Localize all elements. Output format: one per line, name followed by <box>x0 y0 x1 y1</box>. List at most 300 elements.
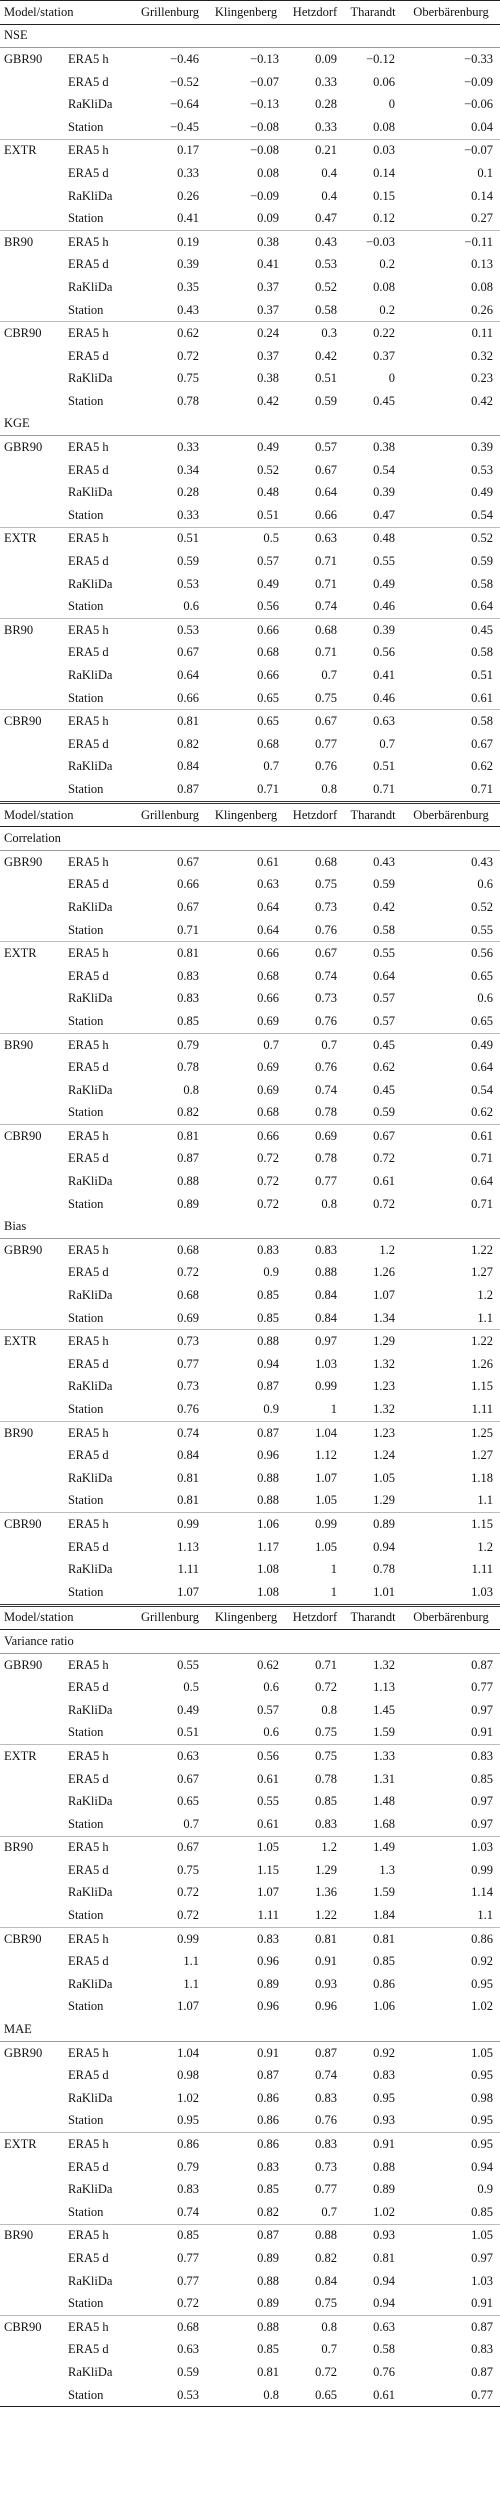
model-label: Station <box>68 922 104 937</box>
value-cell: 0.38 <box>257 371 280 386</box>
value-cell: 0.59 <box>315 393 338 408</box>
value-cell: 1.1 <box>183 1976 200 1991</box>
model-label: RaKliDa <box>68 1702 113 1717</box>
column-header-station: Hetzdorf <box>286 1605 344 1630</box>
value-cell: 0.52 <box>471 899 494 914</box>
value-cell: 1.27 <box>471 1448 494 1463</box>
column-header-station: Grillenburg <box>134 1605 206 1630</box>
model-label: Station <box>68 1816 104 1831</box>
value-cell: 0.58 <box>373 2342 396 2357</box>
value-cell: 0.1 <box>477 165 494 180</box>
group-label: GBR90 <box>4 2045 43 2060</box>
value-cell: −0.08 <box>250 119 280 134</box>
value-cell: 0.59 <box>177 2364 200 2379</box>
value-cell: 1.12 <box>315 1448 338 1463</box>
model-label: ERA5 h <box>68 51 109 66</box>
value-cell: −0.46 <box>170 51 200 66</box>
value-cell: 0.74 <box>134 1421 206 1444</box>
value-cell: 0.59 <box>373 1105 396 1120</box>
value-cell: 0.75 <box>315 690 338 705</box>
table-row <box>0 778 500 802</box>
model-label: RaKliDa <box>68 188 113 203</box>
table-row <box>0 1444 500 1467</box>
value-cell: 0.8 <box>286 2315 344 2338</box>
value-cell: 1.49 <box>344 1836 402 1859</box>
model-label: ERA5 d <box>68 74 109 89</box>
value-cell: −0.06 <box>464 97 494 112</box>
value-cell: 0.76 <box>315 922 338 937</box>
value-cell: 0.83 <box>177 968 200 983</box>
table-row <box>0 2201 500 2224</box>
value-cell: 0.67 <box>344 1125 402 1148</box>
group-label-empty <box>0 1813 64 1836</box>
table-row <box>0 710 500 733</box>
model-label: ERA5 h <box>64 322 134 345</box>
value-cell: 0.64 <box>257 899 280 914</box>
value-cell: 0.86 <box>402 1927 500 1950</box>
value-cell: 0.7 <box>379 736 396 751</box>
group-label-empty <box>0 1536 64 1559</box>
value-cell: 0.86 <box>257 2113 280 2128</box>
value-cell: 0.62 <box>471 1105 494 1120</box>
value-cell: 1.13 <box>373 1680 396 1695</box>
table-row <box>0 1882 500 1905</box>
value-cell: 1.2 <box>477 1288 494 1303</box>
table-row <box>0 595 500 618</box>
value-cell: 1.08 <box>257 1584 280 1599</box>
value-cell: 0.84 <box>315 1310 338 1325</box>
value-cell: 0.87 <box>206 2224 286 2247</box>
table-row <box>0 2361 500 2384</box>
value-cell: 0.95 <box>373 2090 396 2105</box>
group-label-empty <box>0 1010 64 1033</box>
model-label: ERA5 d <box>68 968 109 983</box>
value-cell: 0.64 <box>315 485 338 500</box>
value-cell: 0.63 <box>344 710 402 733</box>
group-label-empty <box>0 2384 64 2407</box>
model-label: Station <box>68 2204 104 2219</box>
table-row <box>0 116 500 139</box>
table-row <box>0 1353 500 1376</box>
value-cell: 0.87 <box>315 2045 338 2060</box>
value-cell: 0.77 <box>471 1680 494 1695</box>
model-label: RaKliDa <box>68 1174 113 1189</box>
value-cell: 0.55 <box>257 1794 280 1809</box>
value-cell: 0.58 <box>373 922 396 937</box>
value-cell: 0.22 <box>344 322 402 345</box>
value-cell: 0.71 <box>315 554 338 569</box>
value-cell: 1.22 <box>402 1330 500 1353</box>
value-cell: 0.86 <box>134 2133 206 2156</box>
value-cell: 0.49 <box>373 576 396 591</box>
value-cell: 0.85 <box>373 1954 396 1969</box>
value-cell: 0.97 <box>471 1702 494 1717</box>
group-label-empty <box>0 1056 64 1079</box>
value-cell: 1.02 <box>373 2204 396 2219</box>
value-cell: 0.94 <box>373 2296 396 2311</box>
value-cell: 0.83 <box>177 991 200 1006</box>
value-cell: 0.64 <box>471 1174 494 1189</box>
value-cell: 0.73 <box>315 991 338 1006</box>
value-cell: 0.39 <box>471 440 494 455</box>
model-label: ERA5 d <box>68 2068 109 2083</box>
value-cell: 0.5 <box>206 527 286 550</box>
value-cell: 1.05 <box>315 1539 338 1554</box>
group-label: EXTR <box>0 527 64 550</box>
value-cell: −0.13 <box>250 51 280 66</box>
table-row <box>0 1056 500 1079</box>
value-cell: 0.83 <box>402 1745 500 1768</box>
group-label-empty <box>0 874 64 897</box>
value-cell: 1.24 <box>373 1448 396 1463</box>
group-label-empty <box>0 254 64 277</box>
group-label: BR90 <box>0 1421 64 1444</box>
model-label: Station <box>68 2113 104 2128</box>
value-cell: 0.91 <box>257 2045 280 2060</box>
value-cell: 0.79 <box>177 2159 200 2174</box>
value-cell: 0.89 <box>344 1513 402 1536</box>
model-label: ERA5 d <box>68 2342 109 2357</box>
model-label: ERA5 d <box>68 1356 109 1371</box>
value-cell: 0.77 <box>402 2384 500 2407</box>
column-header-model-station: Model/station <box>0 802 134 827</box>
group-label: BR90 <box>0 1836 64 1859</box>
value-cell: 0.47 <box>373 507 396 522</box>
value-cell: 0.77 <box>177 2250 200 2265</box>
group-label-empty <box>0 733 64 756</box>
value-cell: 0.67 <box>286 942 344 965</box>
value-cell: 1.06 <box>206 1513 286 1536</box>
value-cell: 0.8 <box>321 1702 338 1717</box>
value-cell: 1.11 <box>177 1562 200 1577</box>
value-cell: 1.26 <box>373 1265 396 1280</box>
value-cell: 0.41 <box>177 211 200 226</box>
value-cell: 0.85 <box>257 1310 280 1325</box>
table-row <box>0 322 500 345</box>
value-cell: 0.81 <box>257 2364 280 2379</box>
table-row <box>0 850 500 873</box>
value-cell: 0.61 <box>471 690 494 705</box>
table-row <box>0 230 500 253</box>
model-label: RaKliDa <box>68 1082 113 1097</box>
model-label: Station <box>68 690 104 705</box>
value-cell: 0.27 <box>471 211 494 226</box>
value-cell: 0.64 <box>373 968 396 983</box>
table-row <box>0 2110 500 2133</box>
column-header-station: Tharandt <box>344 802 402 827</box>
value-cell: 1.22 <box>315 1908 338 1923</box>
value-cell: 0.42 <box>471 393 494 408</box>
value-cell: 0.94 <box>373 1539 396 1554</box>
group-label-empty <box>0 390 64 413</box>
value-cell: 0.99 <box>286 1513 344 1536</box>
model-label: ERA5 h <box>64 1836 134 1859</box>
group-label-empty <box>0 504 64 527</box>
value-cell: 0.71 <box>315 576 338 591</box>
model-label: Station <box>68 507 104 522</box>
value-cell: 0.2 <box>379 302 396 317</box>
value-cell: 1.2 <box>477 1539 494 1554</box>
table-row <box>0 345 500 368</box>
value-cell: 0.84 <box>177 1448 200 1463</box>
value-cell: 0.79 <box>134 1033 206 1056</box>
value-cell: 0.81 <box>134 710 206 733</box>
value-cell: 0.96 <box>257 1999 280 2014</box>
model-label: Station <box>68 302 104 317</box>
group-label: GBR90 <box>4 440 43 455</box>
value-cell: 0.89 <box>257 2250 280 2265</box>
value-cell: 0.37 <box>257 279 280 294</box>
value-cell: 0.73 <box>315 2159 338 2174</box>
value-cell: 0.73 <box>315 899 338 914</box>
value-cell: 0.82 <box>257 2204 280 2219</box>
value-cell: 0.87 <box>177 1151 200 1166</box>
value-cell: 1.2 <box>286 1836 344 1859</box>
value-cell: 0.87 <box>177 781 200 796</box>
table-row <box>0 1950 500 1973</box>
value-cell: 0.72 <box>177 1908 200 1923</box>
value-cell: 0.13 <box>471 257 494 272</box>
table-row <box>0 185 500 208</box>
table-row <box>0 756 500 779</box>
value-cell: −0.08 <box>206 139 286 162</box>
column-header-station: Oberbärenburg <box>402 802 500 827</box>
table-row <box>0 1722 500 1745</box>
table-row <box>0 2247 500 2270</box>
column-header-station: Grillenburg <box>134 802 206 827</box>
value-cell: 0.15 <box>373 188 396 203</box>
value-cell: 0.55 <box>373 554 396 569</box>
model-label: ERA5 h <box>64 619 134 642</box>
value-cell: 0.64 <box>257 922 280 937</box>
value-cell: 0.69 <box>257 1082 280 1097</box>
value-cell: 0.83 <box>315 2090 338 2105</box>
value-cell: 0.66 <box>315 507 338 522</box>
value-cell: 0.42 <box>315 348 338 363</box>
value-cell: 0.51 <box>177 1725 200 1740</box>
value-cell: 1.23 <box>373 1379 396 1394</box>
value-cell: 0.65 <box>471 1013 494 1028</box>
section-title: Correlation <box>0 827 500 851</box>
table-row <box>0 2064 500 2087</box>
group-label: EXTR <box>0 2133 64 2156</box>
model-label: ERA5 h <box>64 1745 134 1768</box>
value-cell: 0.97 <box>471 1816 494 1831</box>
value-cell: 0.26 <box>177 188 200 203</box>
table-row <box>0 1033 500 1056</box>
value-cell: 0.57 <box>373 991 396 1006</box>
value-cell: 1.06 <box>373 1999 396 2014</box>
value-cell: 1.14 <box>471 1885 494 1900</box>
value-cell: 0.81 <box>177 1493 200 1508</box>
value-cell: 0.63 <box>177 2342 200 2357</box>
value-cell: 1.32 <box>373 1657 396 1672</box>
table-row <box>0 1836 500 1859</box>
value-cell: 0.68 <box>315 854 338 869</box>
group-label-empty <box>0 299 64 322</box>
value-cell: 1.07 <box>315 1470 338 1485</box>
value-cell: 0.75 <box>315 877 338 892</box>
value-cell: 0.96 <box>257 1448 280 1463</box>
group-label-empty <box>0 2201 64 2224</box>
table-row <box>0 1170 500 1193</box>
value-cell: 1.05 <box>402 2224 500 2247</box>
group-label-empty <box>0 2110 64 2133</box>
group-label-empty <box>0 1699 64 1722</box>
group-label: GBR90 <box>4 1657 43 1672</box>
value-cell: 1.31 <box>373 1771 396 1786</box>
value-cell: 0.75 <box>315 1725 338 1740</box>
value-cell: 0.34 <box>177 462 200 477</box>
value-cell: 0.33 <box>315 119 338 134</box>
group-label-empty <box>0 550 64 573</box>
value-cell: 0.86 <box>373 1976 396 1991</box>
value-cell: 0.46 <box>373 599 396 614</box>
value-cell: 1.05 <box>315 1493 338 1508</box>
group-label: BR90 <box>0 230 64 253</box>
table-row <box>0 1148 500 1171</box>
value-cell: 1.02 <box>471 1999 494 2014</box>
value-cell: 1.08 <box>257 1562 280 1577</box>
table-row <box>0 436 500 459</box>
value-cell: 0.68 <box>257 968 280 983</box>
table-row <box>0 1102 500 1125</box>
value-cell: 0.88 <box>206 2315 286 2338</box>
value-cell: 0.83 <box>315 1242 338 1257</box>
table-row <box>0 2133 500 2156</box>
value-cell: 0.42 <box>257 393 280 408</box>
table-row <box>0 2087 500 2110</box>
group-label-empty <box>0 2339 64 2362</box>
value-cell: 0.88 <box>177 1174 200 1189</box>
value-cell: 0.78 <box>315 1151 338 1166</box>
model-label: RaKliDa <box>68 991 113 1006</box>
value-cell: 0.76 <box>315 2113 338 2128</box>
value-cell: 0.77 <box>177 1356 200 1371</box>
table-row <box>0 390 500 413</box>
value-cell: 0.99 <box>134 1927 206 1950</box>
group-label: EXTR <box>0 1330 64 1353</box>
table-row <box>0 1996 500 2019</box>
group-label-empty <box>0 1581 64 1605</box>
value-cell: 0.14 <box>471 188 494 203</box>
table-row <box>0 965 500 988</box>
value-cell: 0.4 <box>321 165 338 180</box>
value-cell: 0.55 <box>471 922 494 937</box>
model-label: Station <box>68 1584 104 1599</box>
group-label-empty <box>0 919 64 942</box>
value-cell: 0.63 <box>344 2315 402 2338</box>
group-label-empty <box>0 687 64 710</box>
value-cell: 0.41 <box>373 668 396 683</box>
value-cell: 0.91 <box>315 1954 338 1969</box>
value-cell: 0.84 <box>177 759 200 774</box>
value-cell: 0.66 <box>177 877 200 892</box>
model-label: ERA5 d <box>68 554 109 569</box>
value-cell: 0.61 <box>373 1174 396 1189</box>
value-cell: 0.45 <box>373 393 396 408</box>
value-cell: 0.72 <box>257 1151 280 1166</box>
group-label: BR90 <box>0 1033 64 1056</box>
value-cell: 0.92 <box>373 2045 396 2060</box>
value-cell: 0.68 <box>257 736 280 751</box>
table-row <box>0 2384 500 2407</box>
value-cell: 1.03 <box>471 1584 494 1599</box>
table-row <box>0 896 500 919</box>
model-label: RaKliDa <box>68 1379 113 1394</box>
value-cell: 0.17 <box>134 139 206 162</box>
model-label: Station <box>68 1999 104 2014</box>
value-cell: 1.11 <box>471 1562 494 1577</box>
model-label: ERA5 h <box>64 2133 134 2156</box>
table-row <box>0 1490 500 1513</box>
value-cell: 0.04 <box>471 119 494 134</box>
model-label: RaKliDa <box>68 97 113 112</box>
value-cell: 0.51 <box>134 527 206 550</box>
value-cell: 0.45 <box>344 1033 402 1056</box>
value-cell: −0.33 <box>464 51 494 66</box>
value-cell: 0.92 <box>471 1954 494 1969</box>
value-cell: 0.88 <box>257 1493 280 1508</box>
value-cell: 0.38 <box>206 230 286 253</box>
value-cell: 0.84 <box>315 1288 338 1303</box>
value-cell: 0.43 <box>471 854 494 869</box>
group-label-empty <box>0 1768 64 1791</box>
value-cell: 0.88 <box>315 1265 338 1280</box>
group-label: CBR90 <box>0 1927 64 1950</box>
table-row <box>0 2178 500 2201</box>
group-label-empty <box>0 345 64 368</box>
value-cell: 0.52 <box>402 527 500 550</box>
value-cell: 0.49 <box>402 1033 500 1056</box>
model-label: ERA5 d <box>68 2159 109 2174</box>
table-row <box>0 1973 500 1996</box>
value-cell: 0.71 <box>373 781 396 796</box>
group-label-empty <box>0 896 64 919</box>
value-cell: 0.71 <box>471 1196 494 1211</box>
model-label: ERA5 h <box>68 1657 109 1672</box>
value-cell: 0.69 <box>177 1310 200 1325</box>
table-row <box>0 2270 500 2293</box>
table-row <box>0 1421 500 1444</box>
value-cell: 0.89 <box>257 1976 280 1991</box>
table-row <box>0 527 500 550</box>
value-cell: 0.49 <box>257 576 280 591</box>
table-row <box>0 2156 500 2179</box>
model-label: ERA5 h <box>64 942 134 965</box>
value-cell: 0.91 <box>344 2133 402 2156</box>
value-cell: 0.67 <box>315 462 338 477</box>
table-row <box>0 504 500 527</box>
value-cell: 0.58 <box>471 645 494 660</box>
value-cell: 0.74 <box>315 1082 338 1097</box>
value-cell: 0.78 <box>315 1771 338 1786</box>
model-label: ERA5 d <box>68 2250 109 2265</box>
value-cell: 0.62 <box>471 759 494 774</box>
value-cell: 0.71 <box>315 1657 338 1672</box>
table-row <box>0 71 500 94</box>
value-cell: 1.03 <box>471 2273 494 2288</box>
value-cell: 0.72 <box>315 2364 338 2379</box>
model-label: ERA5 d <box>68 1771 109 1786</box>
value-cell: 0.83 <box>257 2159 280 2174</box>
model-label: Station <box>68 2296 104 2311</box>
model-label: ERA5 h <box>64 1421 134 1444</box>
value-cell: 0.63 <box>134 1745 206 1768</box>
value-cell: 1.11 <box>257 1908 280 1923</box>
model-label: Station <box>68 1908 104 1923</box>
value-cell: 0.73 <box>177 1379 200 1394</box>
